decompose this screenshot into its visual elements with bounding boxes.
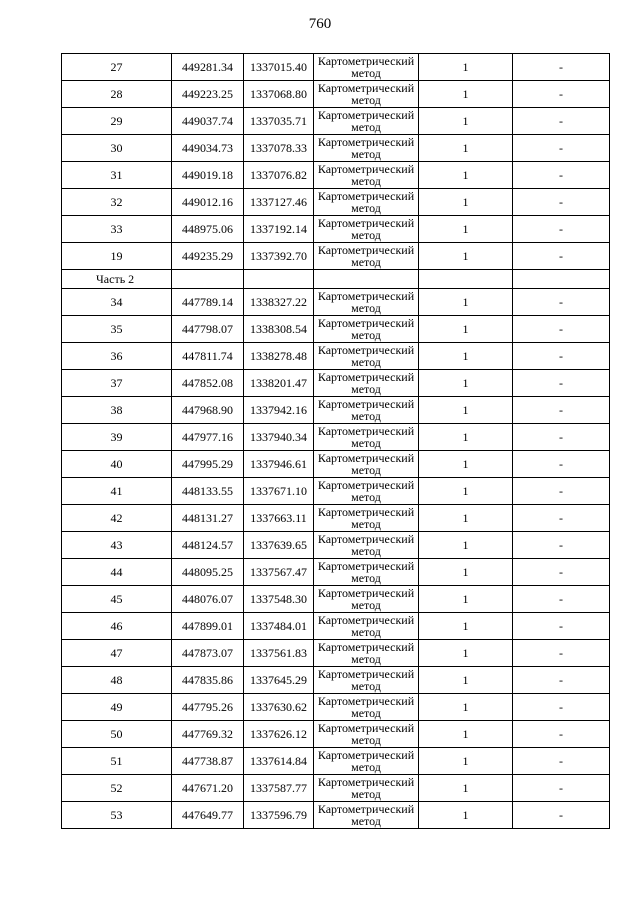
x-coordinate-cell: 447811.74 — [172, 343, 244, 370]
note-cell: - — [513, 586, 610, 613]
point-number-cell: 50 — [62, 721, 172, 748]
point-number-cell: 44 — [62, 559, 172, 586]
y-coordinate-cell: 1337626.12 — [244, 721, 314, 748]
accuracy-cell: 1 — [419, 775, 513, 802]
table-row — [62, 424, 610, 451]
y-coordinate-cell: 1337630.62 — [244, 694, 314, 721]
table-row — [62, 802, 610, 829]
x-coordinate-cell: 449012.16 — [172, 189, 244, 216]
x-coordinate-cell: 447852.08 — [172, 370, 244, 397]
x-coordinate-cell: 449281.34 — [172, 54, 244, 81]
point-number-cell: 51 — [62, 748, 172, 775]
note-cell: - — [513, 748, 610, 775]
y-coordinate-cell: 1338201.47 — [244, 370, 314, 397]
table-row — [62, 532, 610, 559]
note-cell: - — [513, 532, 610, 559]
note-cell: - — [513, 289, 610, 316]
y-coordinate-cell: 1337392.70 — [244, 243, 314, 270]
y-coordinate-cell: 1337068.80 — [244, 81, 314, 108]
note-cell: - — [513, 343, 610, 370]
empty-cell — [172, 270, 244, 289]
x-coordinate-cell: 447795.26 — [172, 694, 244, 721]
note-cell: - — [513, 216, 610, 243]
method-cell: Картометрический метод — [314, 108, 419, 135]
accuracy-cell: 1 — [419, 613, 513, 640]
section-label: Часть 2 — [62, 270, 172, 289]
accuracy-cell: 1 — [419, 559, 513, 586]
table-row — [62, 162, 610, 189]
point-number-cell: 38 — [62, 397, 172, 424]
accuracy-cell: 1 — [419, 532, 513, 559]
accuracy-cell: 1 — [419, 721, 513, 748]
method-cell: Картометрический метод — [314, 694, 419, 721]
method-cell: Картометрический метод — [314, 243, 419, 270]
note-cell: - — [513, 802, 610, 829]
point-number-cell: 31 — [62, 162, 172, 189]
y-coordinate-cell: 1337942.16 — [244, 397, 314, 424]
note-cell: - — [513, 54, 610, 81]
method-cell: Картометрический метод — [314, 424, 419, 451]
coordinates-table — [61, 53, 610, 829]
method-cell: Картометрический метод — [314, 667, 419, 694]
note-cell: - — [513, 108, 610, 135]
table-row — [62, 108, 610, 135]
table-row — [62, 316, 610, 343]
accuracy-cell: 1 — [419, 802, 513, 829]
x-coordinate-cell: 447977.16 — [172, 424, 244, 451]
table-row — [62, 613, 610, 640]
note-cell: - — [513, 559, 610, 586]
note-cell: - — [513, 162, 610, 189]
y-coordinate-cell: 1337127.46 — [244, 189, 314, 216]
method-cell: Картометрический метод — [314, 613, 419, 640]
table-row — [62, 640, 610, 667]
note-cell: - — [513, 478, 610, 505]
accuracy-cell: 1 — [419, 667, 513, 694]
y-coordinate-cell: 1337078.33 — [244, 135, 314, 162]
point-number-cell: 27 — [62, 54, 172, 81]
y-coordinate-cell: 1337614.84 — [244, 748, 314, 775]
table-row — [62, 243, 610, 270]
accuracy-cell: 1 — [419, 54, 513, 81]
point-number-cell: 37 — [62, 370, 172, 397]
x-coordinate-cell: 448124.57 — [172, 532, 244, 559]
point-number-cell: 29 — [62, 108, 172, 135]
x-coordinate-cell: 448975.06 — [172, 216, 244, 243]
note-cell: - — [513, 135, 610, 162]
method-cell: Картометрический метод — [314, 775, 419, 802]
note-cell: - — [513, 81, 610, 108]
x-coordinate-cell: 447769.32 — [172, 721, 244, 748]
point-number-cell: 30 — [62, 135, 172, 162]
note-cell: - — [513, 640, 610, 667]
point-number-cell: 33 — [62, 216, 172, 243]
method-cell: Картометрический метод — [314, 162, 419, 189]
table-row — [62, 478, 610, 505]
x-coordinate-cell: 449235.29 — [172, 243, 244, 270]
point-number-cell: 42 — [62, 505, 172, 532]
method-cell: Картометрический метод — [314, 370, 419, 397]
x-coordinate-cell: 447738.87 — [172, 748, 244, 775]
accuracy-cell: 1 — [419, 343, 513, 370]
x-coordinate-cell: 447649.77 — [172, 802, 244, 829]
note-cell: - — [513, 775, 610, 802]
x-coordinate-cell: 447789.14 — [172, 289, 244, 316]
point-number-cell: 40 — [62, 451, 172, 478]
x-coordinate-cell: 447835.86 — [172, 667, 244, 694]
y-coordinate-cell: 1337639.65 — [244, 532, 314, 559]
method-cell: Картометрический метод — [314, 54, 419, 81]
point-number-cell: 36 — [62, 343, 172, 370]
method-cell: Картометрический метод — [314, 586, 419, 613]
method-cell: Картометрический метод — [314, 81, 419, 108]
empty-cell — [314, 270, 419, 289]
x-coordinate-cell: 449019.18 — [172, 162, 244, 189]
y-coordinate-cell: 1337484.01 — [244, 613, 314, 640]
x-coordinate-cell: 447671.20 — [172, 775, 244, 802]
accuracy-cell: 1 — [419, 397, 513, 424]
note-cell: - — [513, 243, 610, 270]
accuracy-cell: 1 — [419, 135, 513, 162]
point-number-cell: 43 — [62, 532, 172, 559]
table-row — [62, 775, 610, 802]
note-cell: - — [513, 451, 610, 478]
y-coordinate-cell: 1338327.22 — [244, 289, 314, 316]
y-coordinate-cell: 1337946.61 — [244, 451, 314, 478]
x-coordinate-cell: 448131.27 — [172, 505, 244, 532]
method-cell: Картометрический метод — [314, 216, 419, 243]
accuracy-cell: 1 — [419, 478, 513, 505]
note-cell: - — [513, 424, 610, 451]
accuracy-cell: 1 — [419, 189, 513, 216]
accuracy-cell: 1 — [419, 424, 513, 451]
x-coordinate-cell: 449223.25 — [172, 81, 244, 108]
method-cell: Картометрический метод — [314, 721, 419, 748]
accuracy-cell: 1 — [419, 216, 513, 243]
note-cell: - — [513, 397, 610, 424]
accuracy-cell: 1 — [419, 81, 513, 108]
y-coordinate-cell: 1337192.14 — [244, 216, 314, 243]
y-coordinate-cell: 1337587.77 — [244, 775, 314, 802]
accuracy-cell: 1 — [419, 640, 513, 667]
table-row — [62, 81, 610, 108]
point-number-cell: 28 — [62, 81, 172, 108]
note-cell: - — [513, 505, 610, 532]
note-cell: - — [513, 189, 610, 216]
point-number-cell: 48 — [62, 667, 172, 694]
x-coordinate-cell: 447995.29 — [172, 451, 244, 478]
y-coordinate-cell: 1337567.47 — [244, 559, 314, 586]
table-row — [62, 397, 610, 424]
table-row — [62, 343, 610, 370]
note-cell: - — [513, 694, 610, 721]
table-row — [62, 505, 610, 532]
table-row — [62, 451, 610, 478]
method-cell: Картометрический метод — [314, 343, 419, 370]
method-cell: Картометрический метод — [314, 316, 419, 343]
table-row — [62, 694, 610, 721]
method-cell: Картометрический метод — [314, 505, 419, 532]
accuracy-cell: 1 — [419, 451, 513, 478]
x-coordinate-cell: 447798.07 — [172, 316, 244, 343]
point-number-cell: 39 — [62, 424, 172, 451]
point-number-cell: 41 — [62, 478, 172, 505]
method-cell: Картометрический метод — [314, 640, 419, 667]
table-row — [62, 189, 610, 216]
method-cell: Картометрический метод — [314, 802, 419, 829]
point-number-cell: 32 — [62, 189, 172, 216]
point-number-cell: 34 — [62, 289, 172, 316]
x-coordinate-cell: 448133.55 — [172, 478, 244, 505]
method-cell: Картометрический метод — [314, 748, 419, 775]
x-coordinate-cell: 448076.07 — [172, 586, 244, 613]
table-row — [62, 289, 610, 316]
note-cell: - — [513, 316, 610, 343]
y-coordinate-cell: 1337548.30 — [244, 586, 314, 613]
y-coordinate-cell: 1337645.29 — [244, 667, 314, 694]
note-cell: - — [513, 370, 610, 397]
x-coordinate-cell: 449034.73 — [172, 135, 244, 162]
section-row — [62, 270, 610, 289]
accuracy-cell: 1 — [419, 370, 513, 397]
accuracy-cell: 1 — [419, 694, 513, 721]
point-number-cell: 35 — [62, 316, 172, 343]
method-cell: Картометрический метод — [314, 478, 419, 505]
empty-cell — [244, 270, 314, 289]
table-row — [62, 667, 610, 694]
note-cell: - — [513, 721, 610, 748]
accuracy-cell: 1 — [419, 108, 513, 135]
y-coordinate-cell: 1337940.34 — [244, 424, 314, 451]
accuracy-cell: 1 — [419, 162, 513, 189]
method-cell: Картометрический метод — [314, 559, 419, 586]
x-coordinate-cell: 448095.25 — [172, 559, 244, 586]
x-coordinate-cell: 447968.90 — [172, 397, 244, 424]
accuracy-cell: 1 — [419, 289, 513, 316]
accuracy-cell: 1 — [419, 505, 513, 532]
point-number-cell: 52 — [62, 775, 172, 802]
method-cell: Картометрический метод — [314, 451, 419, 478]
point-number-cell: 47 — [62, 640, 172, 667]
method-cell: Картометрический метод — [314, 397, 419, 424]
table-row — [62, 586, 610, 613]
accuracy-cell: 1 — [419, 748, 513, 775]
table-row — [62, 370, 610, 397]
accuracy-cell: 1 — [419, 243, 513, 270]
y-coordinate-cell: 1337561.83 — [244, 640, 314, 667]
x-coordinate-cell: 447873.07 — [172, 640, 244, 667]
method-cell: Картометрический метод — [314, 289, 419, 316]
table-body — [62, 54, 610, 829]
point-number-cell: 53 — [62, 802, 172, 829]
empty-cell — [419, 270, 513, 289]
y-coordinate-cell: 1337663.11 — [244, 505, 314, 532]
note-cell: - — [513, 613, 610, 640]
y-coordinate-cell: 1337015.40 — [244, 54, 314, 81]
point-number-cell: 49 — [62, 694, 172, 721]
table-row — [62, 54, 610, 81]
point-number-cell: 45 — [62, 586, 172, 613]
point-number-cell: 46 — [62, 613, 172, 640]
method-cell: Картометрический метод — [314, 135, 419, 162]
page-number: 760 — [308, 16, 332, 32]
y-coordinate-cell: 1337671.10 — [244, 478, 314, 505]
y-coordinate-cell: 1337035.71 — [244, 108, 314, 135]
y-coordinate-cell: 1337596.79 — [244, 802, 314, 829]
note-cell: - — [513, 667, 610, 694]
accuracy-cell: 1 — [419, 586, 513, 613]
method-cell: Картометрический метод — [314, 189, 419, 216]
x-coordinate-cell: 447899.01 — [172, 613, 244, 640]
table-row — [62, 721, 610, 748]
method-cell: Картометрический метод — [314, 532, 419, 559]
table-row — [62, 135, 610, 162]
y-coordinate-cell: 1338308.54 — [244, 316, 314, 343]
x-coordinate-cell: 449037.74 — [172, 108, 244, 135]
y-coordinate-cell: 1337076.82 — [244, 162, 314, 189]
table-row — [62, 216, 610, 243]
accuracy-cell: 1 — [419, 316, 513, 343]
table-row — [62, 559, 610, 586]
y-coordinate-cell: 1338278.48 — [244, 343, 314, 370]
point-number-cell: 19 — [62, 243, 172, 270]
table-row — [62, 748, 610, 775]
empty-cell — [513, 270, 610, 289]
